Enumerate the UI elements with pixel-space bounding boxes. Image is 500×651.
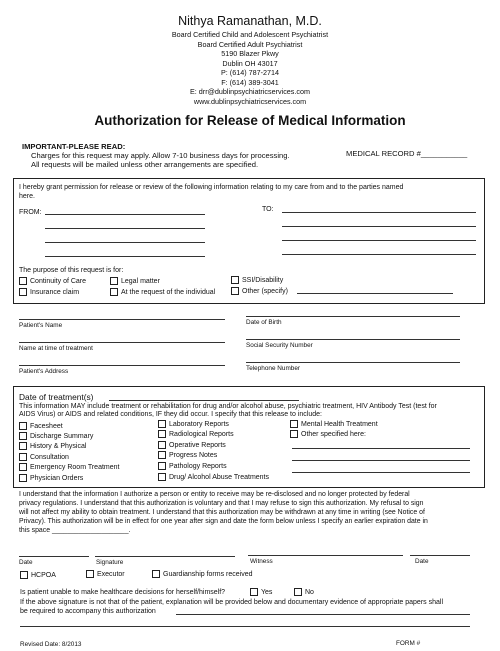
checkbox[interactable] xyxy=(158,441,166,449)
consent-line-5: this space ____________________. xyxy=(19,527,131,534)
explanation-field-1[interactable] xyxy=(176,614,470,615)
from-line-4[interactable] xyxy=(45,256,205,257)
sign-date-line[interactable] xyxy=(19,556,89,557)
dob-line[interactable] xyxy=(246,316,460,317)
to-label: TO: xyxy=(262,206,274,213)
checkbox-label: Emergency Room Treatment xyxy=(30,463,120,471)
checkbox-label: Legal matter xyxy=(121,277,160,285)
checkbox[interactable] xyxy=(290,430,298,438)
form-title: Authorization for Release of Medical Information xyxy=(94,113,406,128)
include-facesheet[interactable] xyxy=(19,422,63,430)
include-operative-reports[interactable] xyxy=(158,441,226,449)
checkbox[interactable] xyxy=(19,422,27,430)
patient-address-line[interactable] xyxy=(19,365,225,366)
checkbox[interactable] xyxy=(19,463,27,471)
include-discharge-summary[interactable] xyxy=(19,432,93,440)
checkbox-label: Drug/ Alcohol Abuse Treatments xyxy=(169,473,269,481)
checkbox[interactable] xyxy=(290,420,298,428)
release-parties-box xyxy=(13,178,485,304)
checkbox-label: Yes xyxy=(261,588,273,596)
date-label-2: Date xyxy=(415,558,429,565)
checkbox[interactable] xyxy=(231,276,239,284)
unable-question: Is patient unable to make healthcare decisions for herself/himself? xyxy=(20,589,226,596)
checkbox[interactable] xyxy=(231,287,239,295)
checkbox-label: Laboratory Reports xyxy=(169,420,229,428)
checkbox[interactable] xyxy=(19,277,27,285)
from-line-1[interactable] xyxy=(45,214,205,215)
unable-no[interactable] xyxy=(294,588,314,596)
doc-hcpoa[interactable] xyxy=(20,571,56,579)
checkbox[interactable] xyxy=(158,451,166,459)
checkbox-label: Physician Orders xyxy=(30,474,84,482)
include-consultation[interactable] xyxy=(19,453,69,461)
purpose-other[interactable] xyxy=(231,287,288,295)
witness-line[interactable] xyxy=(248,555,403,556)
explanation-line-1: If the above signature is not that of the patient, explanation will be provided below and documentary evidence of appropriate papers shall xyxy=(20,599,443,606)
signature-line[interactable] xyxy=(95,556,235,557)
checkbox-label: Facesheet xyxy=(30,422,63,430)
checkbox[interactable] xyxy=(158,430,166,438)
date-of-treatment-line[interactable] xyxy=(109,400,299,401)
to-line-3[interactable] xyxy=(282,240,476,241)
checkbox[interactable] xyxy=(294,588,302,596)
address-city: Dublin OH 43017 xyxy=(222,58,278,68)
checkbox-label: Radiological Reports xyxy=(169,430,234,438)
checkbox[interactable] xyxy=(19,432,27,440)
include-physician-orders[interactable] xyxy=(19,474,83,482)
checkbox[interactable] xyxy=(19,288,27,296)
name-at-treatment-line[interactable] xyxy=(19,342,225,343)
consent-line-2: privacy regulations. I understand that this authorization is voluntary and that I may refuse to sign this authorization. My refusal to sign xyxy=(19,500,424,507)
include-emergency-room[interactable] xyxy=(19,463,119,471)
treatment-info-1: This information MAY include treatment or rehabilitation for drug and/or alcohol abuse, psychiatric treatment, HIV Antibody Test (test for xyxy=(19,403,437,410)
include-mental-health[interactable] xyxy=(290,420,378,428)
other-line-3[interactable] xyxy=(292,472,470,473)
name-at-treatment-label: Name at time of treatment xyxy=(19,345,93,352)
email-line: E: drr@dublinpsychiatricservices.com xyxy=(190,87,310,96)
physician-name: Nithya Ramanathan, M.D. xyxy=(178,14,322,28)
checkbox-label: Other (specify) xyxy=(242,287,288,295)
checkbox[interactable] xyxy=(250,588,258,596)
checkbox-label: SSI/Disability xyxy=(242,276,284,284)
checkbox[interactable] xyxy=(19,442,27,450)
grant-text-2: here. xyxy=(19,193,35,200)
explanation-line-2: be required to accompany this authorization xyxy=(20,608,156,615)
other-line-1[interactable] xyxy=(292,448,470,449)
checkbox-label: Progress Notes xyxy=(169,451,218,459)
checkbox-label: Consultation xyxy=(30,453,69,461)
patient-name-line[interactable] xyxy=(19,319,225,320)
important-line-1: Charges for this request may apply. Allow 7-10 business days for processing. xyxy=(31,151,290,160)
witness-date-line[interactable] xyxy=(410,555,470,556)
checkbox-label: Other specified here: xyxy=(301,430,366,438)
checkbox-label: History & Physical xyxy=(30,442,87,450)
checkbox[interactable] xyxy=(19,453,27,461)
to-line-4[interactable] xyxy=(282,254,476,255)
ssn-label: Social Security Number xyxy=(246,342,313,349)
checkbox-label: HCPOA xyxy=(31,571,56,579)
include-laboratory-reports[interactable] xyxy=(158,420,229,428)
checkbox[interactable] xyxy=(20,571,28,579)
witness-label: Witness xyxy=(250,558,273,565)
signature-label: Signature xyxy=(96,559,124,566)
include-drug-alcohol-treatment[interactable] xyxy=(158,473,269,481)
checkbox-label: No xyxy=(305,588,314,596)
medical-record-field[interactable]: MEDICAL RECORD #___________ xyxy=(346,149,468,158)
credential-line-2: Board Certified Adult Psychiatrist xyxy=(197,39,303,49)
include-progress-notes[interactable] xyxy=(158,451,217,459)
purpose-insurance-claim[interactable] xyxy=(19,288,79,296)
other-line-2[interactable] xyxy=(292,460,470,461)
patient-address-label: Patient's Address xyxy=(19,368,69,375)
checkbox-label: Pathology Reports xyxy=(169,462,227,470)
checkbox-label: Executor xyxy=(97,570,125,578)
phone-line: P: (614) 787-2714 xyxy=(221,68,279,77)
from-line-3[interactable] xyxy=(45,242,205,243)
checkbox[interactable] xyxy=(86,570,94,578)
include-radiological-reports[interactable] xyxy=(158,430,234,438)
purpose-legal-matter[interactable] xyxy=(110,277,160,285)
dob-label: Date of Birth xyxy=(246,319,282,326)
checkbox-label: Operative Reports xyxy=(169,441,226,449)
checkbox[interactable] xyxy=(19,474,27,482)
website-line: www.dublinpsychiatricservices.com xyxy=(193,96,307,106)
checkbox[interactable] xyxy=(158,420,166,428)
credential-line-1: Board Certified Child and Adolescent Psychiatrist xyxy=(171,30,329,39)
to-line-1[interactable] xyxy=(282,212,476,213)
treatment-info-2: AIDS Virus) or AIDS and related conditions, IF they did occur. I specify that this release to include: xyxy=(19,411,322,418)
date-of-treatment-label: Date of treatment(s) xyxy=(19,392,94,402)
from-label: FROM: xyxy=(19,209,42,216)
form-number: FORM # xyxy=(396,640,421,647)
ssn-line[interactable] xyxy=(246,339,460,340)
checkbox-label: Insurance claim xyxy=(30,288,80,296)
checkbox-label: Continuity of Care xyxy=(30,277,87,285)
patient-name-label: Patient's Name xyxy=(19,322,63,329)
include-pathology-reports[interactable] xyxy=(158,462,227,470)
checkbox-label: Mental Health Treatment xyxy=(301,420,378,428)
consent-line-4: Privacy). This authorization will be in effect for one year after sign and date the form below unless I specify an earlier expiration date in xyxy=(19,518,428,525)
checkbox[interactable] xyxy=(110,277,118,285)
checkbox[interactable] xyxy=(158,462,166,470)
revised-date: Revised Date: 8/2013 xyxy=(20,641,82,648)
include-other[interactable] xyxy=(290,430,366,438)
checkbox[interactable] xyxy=(158,473,166,481)
purpose-other-line[interactable] xyxy=(297,293,453,294)
doc-executor[interactable] xyxy=(86,570,125,578)
telephone-label: Telephone Number xyxy=(246,365,300,372)
important-line-2: All requests will be mailed unless other arrangements are specified. xyxy=(31,160,259,169)
from-line-2[interactable] xyxy=(45,228,205,229)
checkbox[interactable] xyxy=(152,570,160,578)
purpose-individual-request[interactable] xyxy=(110,288,215,296)
checkbox-label: At the request of the individual xyxy=(121,288,216,296)
fax-line: F: (614) 389-3041 xyxy=(221,77,279,87)
to-line-2[interactable] xyxy=(282,226,476,227)
grant-text-1: I hereby grant permission for release or review of the following information relating to my care from and to the parties named xyxy=(19,184,404,191)
checkbox[interactable] xyxy=(110,288,118,296)
explanation-field-2[interactable] xyxy=(20,626,470,627)
date-label-1: Date xyxy=(19,559,33,566)
purpose-continuity-of-care[interactable] xyxy=(19,277,86,285)
purpose-label: The purpose of this request is for: xyxy=(19,267,124,274)
checkbox-label: Discharge Summary xyxy=(30,432,94,440)
important-heading: IMPORTANT-PLEASE READ: xyxy=(22,142,126,151)
doc-guardianship[interactable] xyxy=(152,570,253,578)
phone-line-field[interactable] xyxy=(246,362,460,363)
consent-line-3: will not affect my ability to obtain treatment. I understand that this authorization may be withdrawn at any time in writing (see Notice of xyxy=(19,509,425,516)
purpose-ssi-disability[interactable] xyxy=(231,276,283,284)
include-history-physical[interactable] xyxy=(19,442,86,450)
consent-line-1: I understand that the information I authorize a person or entity to receive may be re-disclosed and no longer protected by federal xyxy=(19,491,410,498)
address-street: 5190 Blazer Pkwy xyxy=(221,49,279,58)
unable-yes[interactable] xyxy=(250,588,272,596)
checkbox-label: Guardianship forms received xyxy=(163,570,253,578)
